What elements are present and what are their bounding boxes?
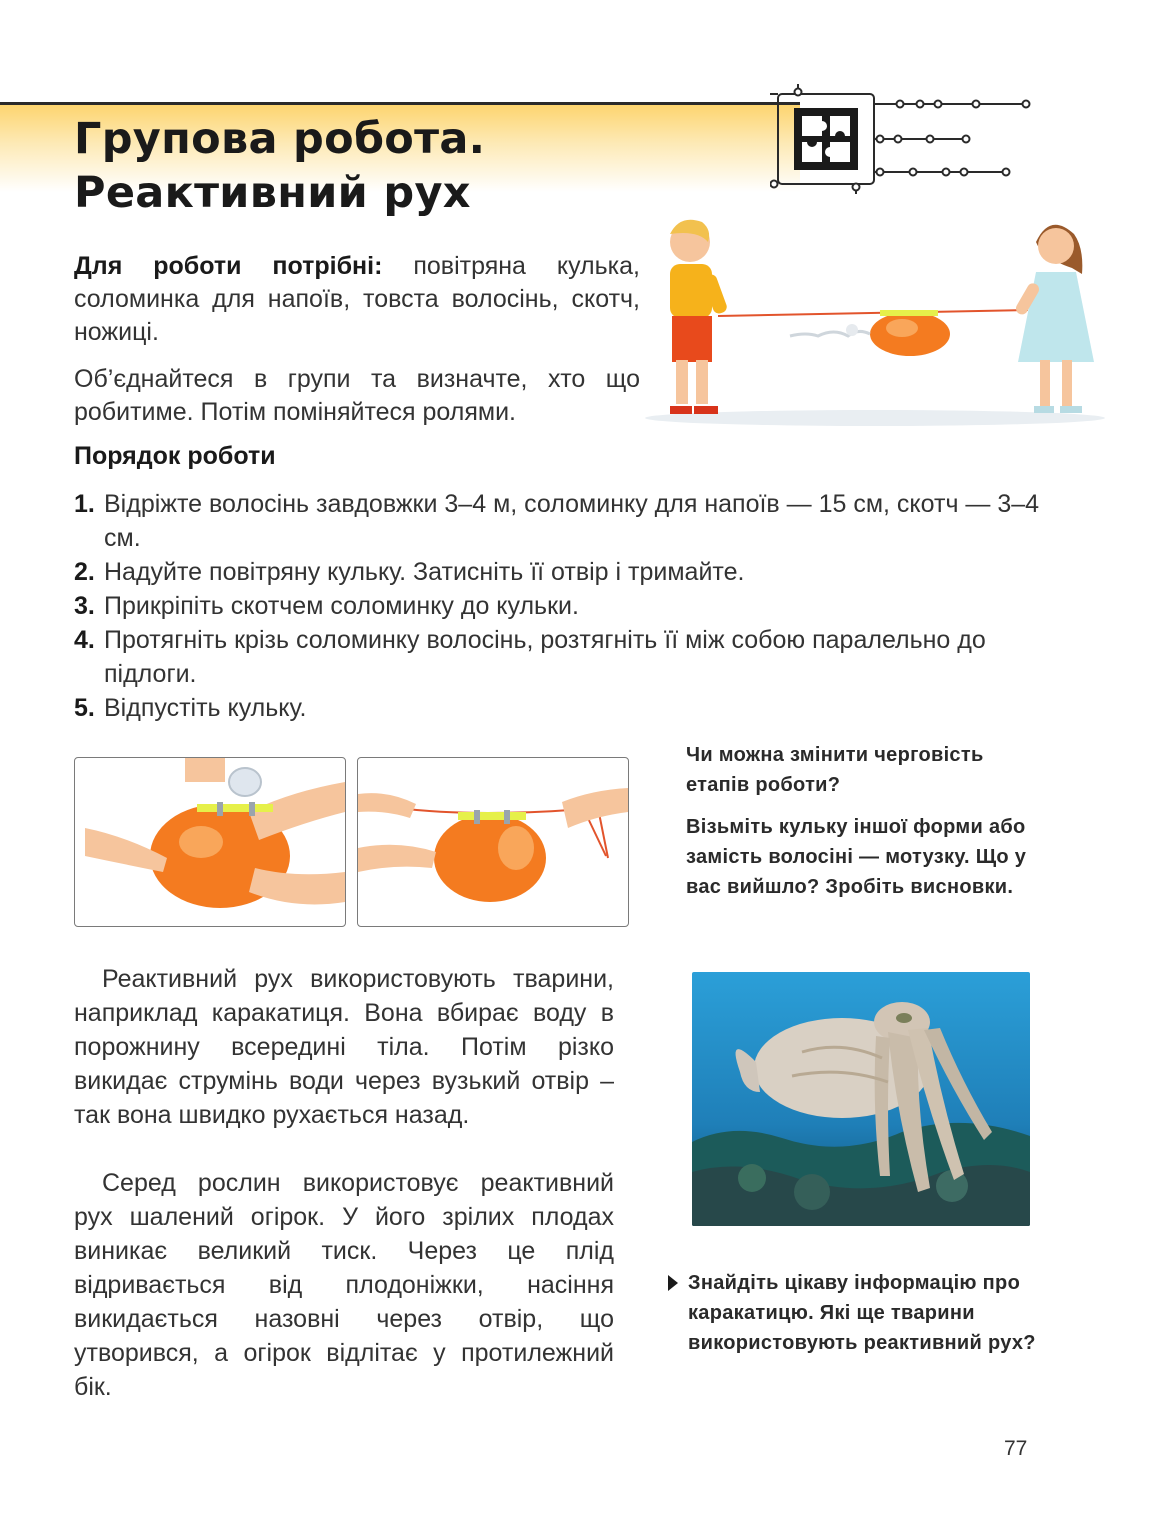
- title-line-2: Реактивний рух: [74, 168, 471, 218]
- step-text: Відпустіть кульку.: [104, 694, 307, 722]
- task-arrow-icon: [668, 1275, 678, 1291]
- step-number: 1.: [74, 490, 95, 518]
- procedure-steps: [74, 487, 1054, 725]
- list-item: [74, 555, 1054, 589]
- groups-paragraph: Об’єднайтеся в групи та визначте, хто що робитиме. Потім поміняйтеся ролями.: [74, 365, 640, 426]
- step-text: Прикріпіть скотчем соломинку до кульки.: [104, 592, 579, 620]
- group-work-puzzle-icon: [770, 84, 1040, 194]
- materials-label: Для роботи потрібні:: [74, 252, 383, 280]
- children-balloon-illustration: [640, 212, 1110, 428]
- step-text: Відріжте волосінь завдовжки 3–4 м, соломинку для напоїв — 15 см, скотч — 3–4 см.: [104, 490, 1040, 552]
- header-rule: [0, 102, 800, 105]
- cuttlefish-photo: [692, 972, 1030, 1226]
- taping-balloon-image: [74, 757, 346, 927]
- sidebar-question-order: Чи можна змінити черговість етапів роботи?: [686, 744, 984, 796]
- list-item: [74, 691, 1054, 725]
- list-item: [74, 623, 1024, 691]
- procedure-title: Порядок роботи: [74, 442, 276, 470]
- step-number: 3.: [74, 592, 95, 620]
- list-item: [74, 589, 1054, 623]
- step-text: Надуйте повітряну кульку. Затисніть її отвір і тримайте.: [104, 558, 745, 586]
- list-item: [74, 487, 1054, 555]
- page-number: 77: [1004, 1437, 1028, 1460]
- sidebar-task: Знайдіть цікаву інформацію про каракатицю. Які ще тварини використовують реактивний рух?: [688, 1272, 1036, 1354]
- materials-paragraph: [74, 250, 640, 349]
- jet-propulsion-animals-paragraph: Реактивний рух використовують тварини, наприклад каракатиця. Вона вбирає воду в порожнину всередині тіла. Потім різко викидає струмінь води через вузький отвір – так вона швидко рухається назад.: [74, 965, 614, 1129]
- step-number: 5.: [74, 694, 95, 722]
- step-text: Протягніть крізь соломинку волосінь, розтягніть її між собою паралельно до підлоги.: [104, 626, 986, 688]
- jet-propulsion-plants-paragraph: Серед рослин використовує реактивний рух шалений огірок. У його зрілих плодах виникає великий тиск. Через це плід відривається від плодоніжки, насіння викидається назовні через отвір, що утворився, а огірок відлітає у протилежний бік.: [74, 1169, 614, 1401]
- sidebar-question-variation: Візьміть кульку іншої форми або замість волосіні — мотузку. Що у вас вийшло? Зробіть висновки.: [686, 816, 1027, 898]
- step-number: 4.: [74, 626, 95, 654]
- page-title: [74, 112, 485, 220]
- step-number: 2.: [74, 558, 95, 586]
- materials-text: повітряна кулька, соломинка для напоїв, товста волосінь, скотч, ножиці.: [74, 252, 641, 346]
- title-line-1: Групова робота.: [74, 114, 486, 164]
- balloon-on-string-image: [357, 757, 629, 927]
